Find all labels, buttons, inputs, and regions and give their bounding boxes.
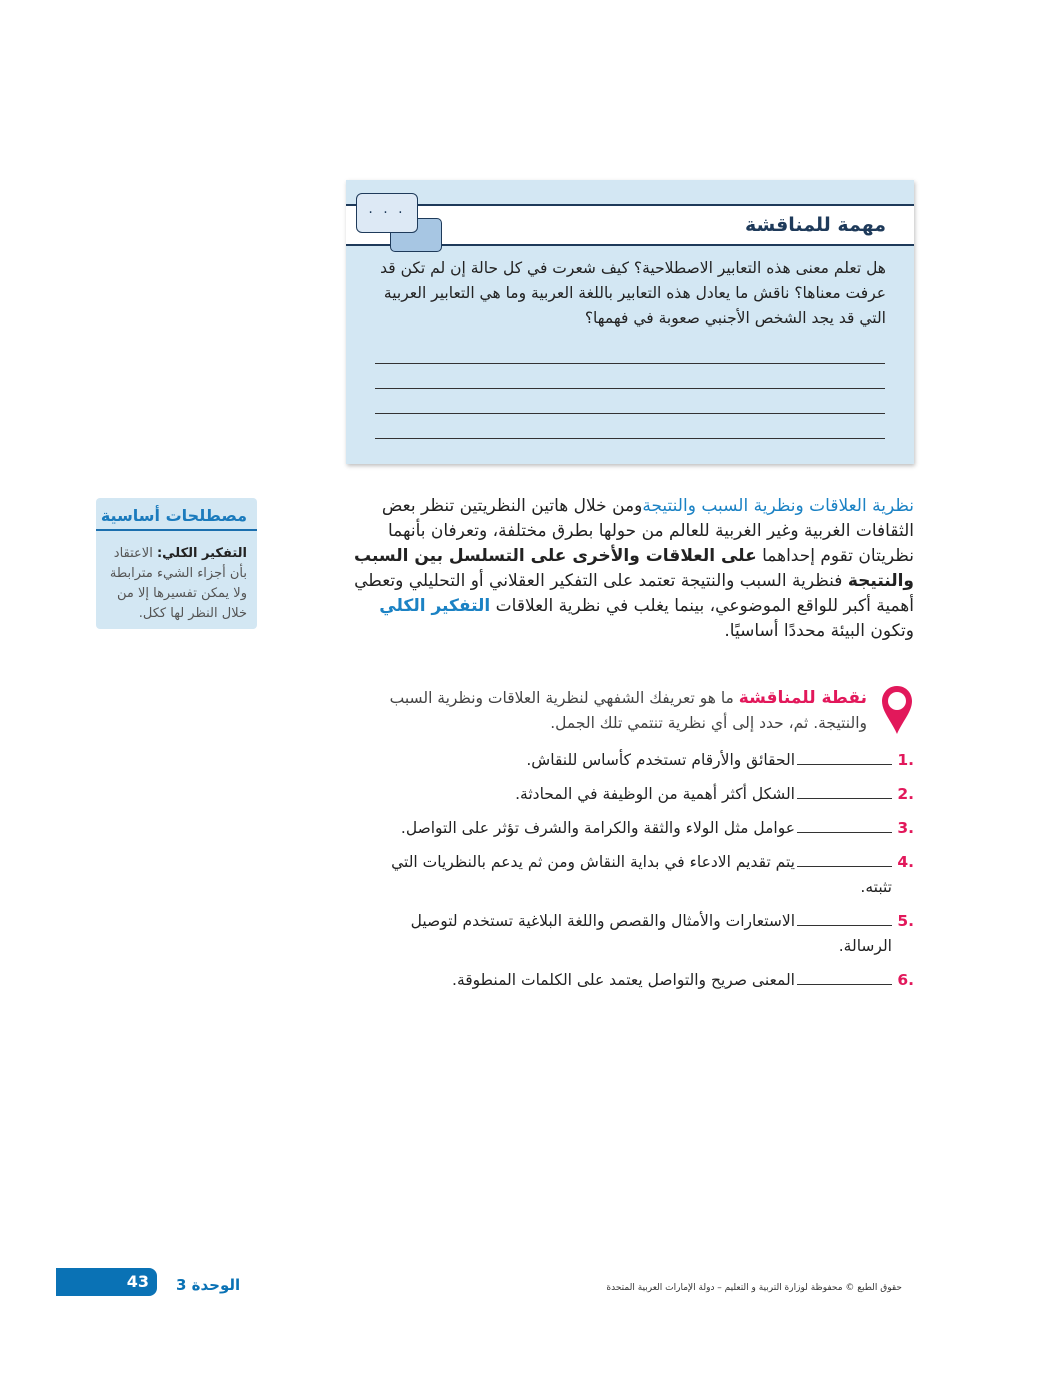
item-text: المعنى صريح والتواصل يعتمد على الكلمات المنطوقة. bbox=[452, 971, 795, 989]
key-term-definition bbox=[102, 544, 247, 624]
answer-line[interactable] bbox=[375, 388, 885, 389]
location-pin-icon bbox=[880, 684, 914, 736]
list-item bbox=[355, 816, 914, 841]
discussion-point-text: ما هو تعريفك الشفهي لنظرية العلاقات ونظرية السبب والنتيجة. ثم، حدد إلى أي نظرية تنتمي تلك الجمل. bbox=[389, 689, 867, 732]
discussion-task-box bbox=[346, 180, 914, 464]
text: فنظرية السبب والنتيجة تعتمد على التفكير العقلاني أو التحليلي وتعطي أهمية أكبر للواقع الموضوعي، بينما يغلب في نظرية العلاقات bbox=[354, 571, 914, 616]
item-number: .2 bbox=[897, 785, 914, 803]
unit-label: الوحدة 3 bbox=[176, 1276, 241, 1294]
item-number: .4 bbox=[897, 853, 914, 871]
term: التفكير الكلي: bbox=[156, 546, 247, 561]
answer-line[interactable] bbox=[375, 438, 885, 439]
item-text: يتم تقديم الادعاء في بداية النقاش ومن ثم يدعم بالنظريات التي تثبته. bbox=[391, 853, 892, 896]
answer-blank[interactable] bbox=[797, 968, 892, 985]
page-number-tab bbox=[56, 1268, 157, 1296]
list-item bbox=[355, 909, 914, 959]
answer-blank[interactable] bbox=[797, 850, 892, 867]
item-text: الاستعارات والأمثال والقصص واللغة البلاغية تستخدم لتوصيل الرسالة. bbox=[410, 912, 892, 955]
discussion-point bbox=[380, 686, 867, 736]
theories-link[interactable]: نظرية العلاقات ونظرية السبب والنتيجة bbox=[642, 496, 914, 516]
discussion-point-label: نقطة للمناقشة bbox=[738, 688, 867, 708]
item-number: .5 bbox=[897, 912, 914, 930]
item-text: الحقائق والأرقام تستخدم كأساس للنقاش. bbox=[526, 751, 795, 769]
answer-line[interactable] bbox=[375, 413, 885, 414]
answer-blank[interactable] bbox=[797, 782, 892, 799]
item-text: عوامل مثل الولاء والثقة والكرامة والشرف تؤثر على التواصل. bbox=[400, 819, 795, 837]
item-number: .3 bbox=[897, 819, 914, 837]
item-number: .6 bbox=[897, 971, 914, 989]
page-number: 43 bbox=[126, 1272, 149, 1291]
list-item bbox=[355, 748, 914, 773]
key-terms-heading: مصطلحات أساسية bbox=[100, 506, 247, 525]
key-terms-box bbox=[96, 498, 257, 629]
divider bbox=[96, 529, 257, 531]
list-item bbox=[355, 968, 914, 993]
text: وتكون البيئة محددًا أساسيًا. bbox=[724, 621, 914, 641]
list-item bbox=[355, 850, 914, 900]
answer-line[interactable] bbox=[375, 363, 885, 364]
statement-list bbox=[355, 748, 914, 1002]
answer-blank[interactable] bbox=[797, 816, 892, 833]
speech-bubble-icon: . . . bbox=[356, 193, 418, 233]
item-text: الشكل أكثر أهمية من الوظيفة في المحادثة. bbox=[515, 785, 795, 803]
body-paragraph bbox=[346, 494, 914, 644]
task-title: مهمة للمناقشة bbox=[745, 214, 886, 236]
answer-blank[interactable] bbox=[797, 909, 892, 926]
key-term-link[interactable]: التفكير الكلي bbox=[379, 596, 491, 616]
text: ومن خلال هاتين النظريتين تنظر بعض الثقافات الغربية وغير الغربية للعالم من حولها بطرق مختلفة، وتعرفان بأنهما نظريتان تقوم إحداهما bbox=[381, 496, 914, 566]
list-item bbox=[355, 782, 914, 807]
answer-blank[interactable] bbox=[797, 748, 892, 765]
item-number: .1 bbox=[897, 751, 914, 769]
task-question: هل تعلم معنى هذه التعابير الاصطلاحية؟ كيف شعرت في كل حالة إن لم تكن قد عرفت معناها؟ ناقش ما يعادل هذه التعابير باللغة العربية وما هي التعابير العربية التي قد يجد الشخص الأجنبي صعوبة في فهمها؟ bbox=[380, 259, 886, 327]
copyright-notice: حقوق الطبع © محفوظة لوزارة التربية و التعليم – دولة الإمارات العربية المتحدة bbox=[606, 1283, 902, 1293]
definition: الاعتقاد بأن أجزاء الشيء مترابطة ولا يمكن تفسيرها إلا من خلال النظر لها ككل. bbox=[109, 546, 247, 621]
bold-text: على العلاقات والأخرى على التسلسل بين السبب والنتيجة bbox=[353, 546, 914, 591]
